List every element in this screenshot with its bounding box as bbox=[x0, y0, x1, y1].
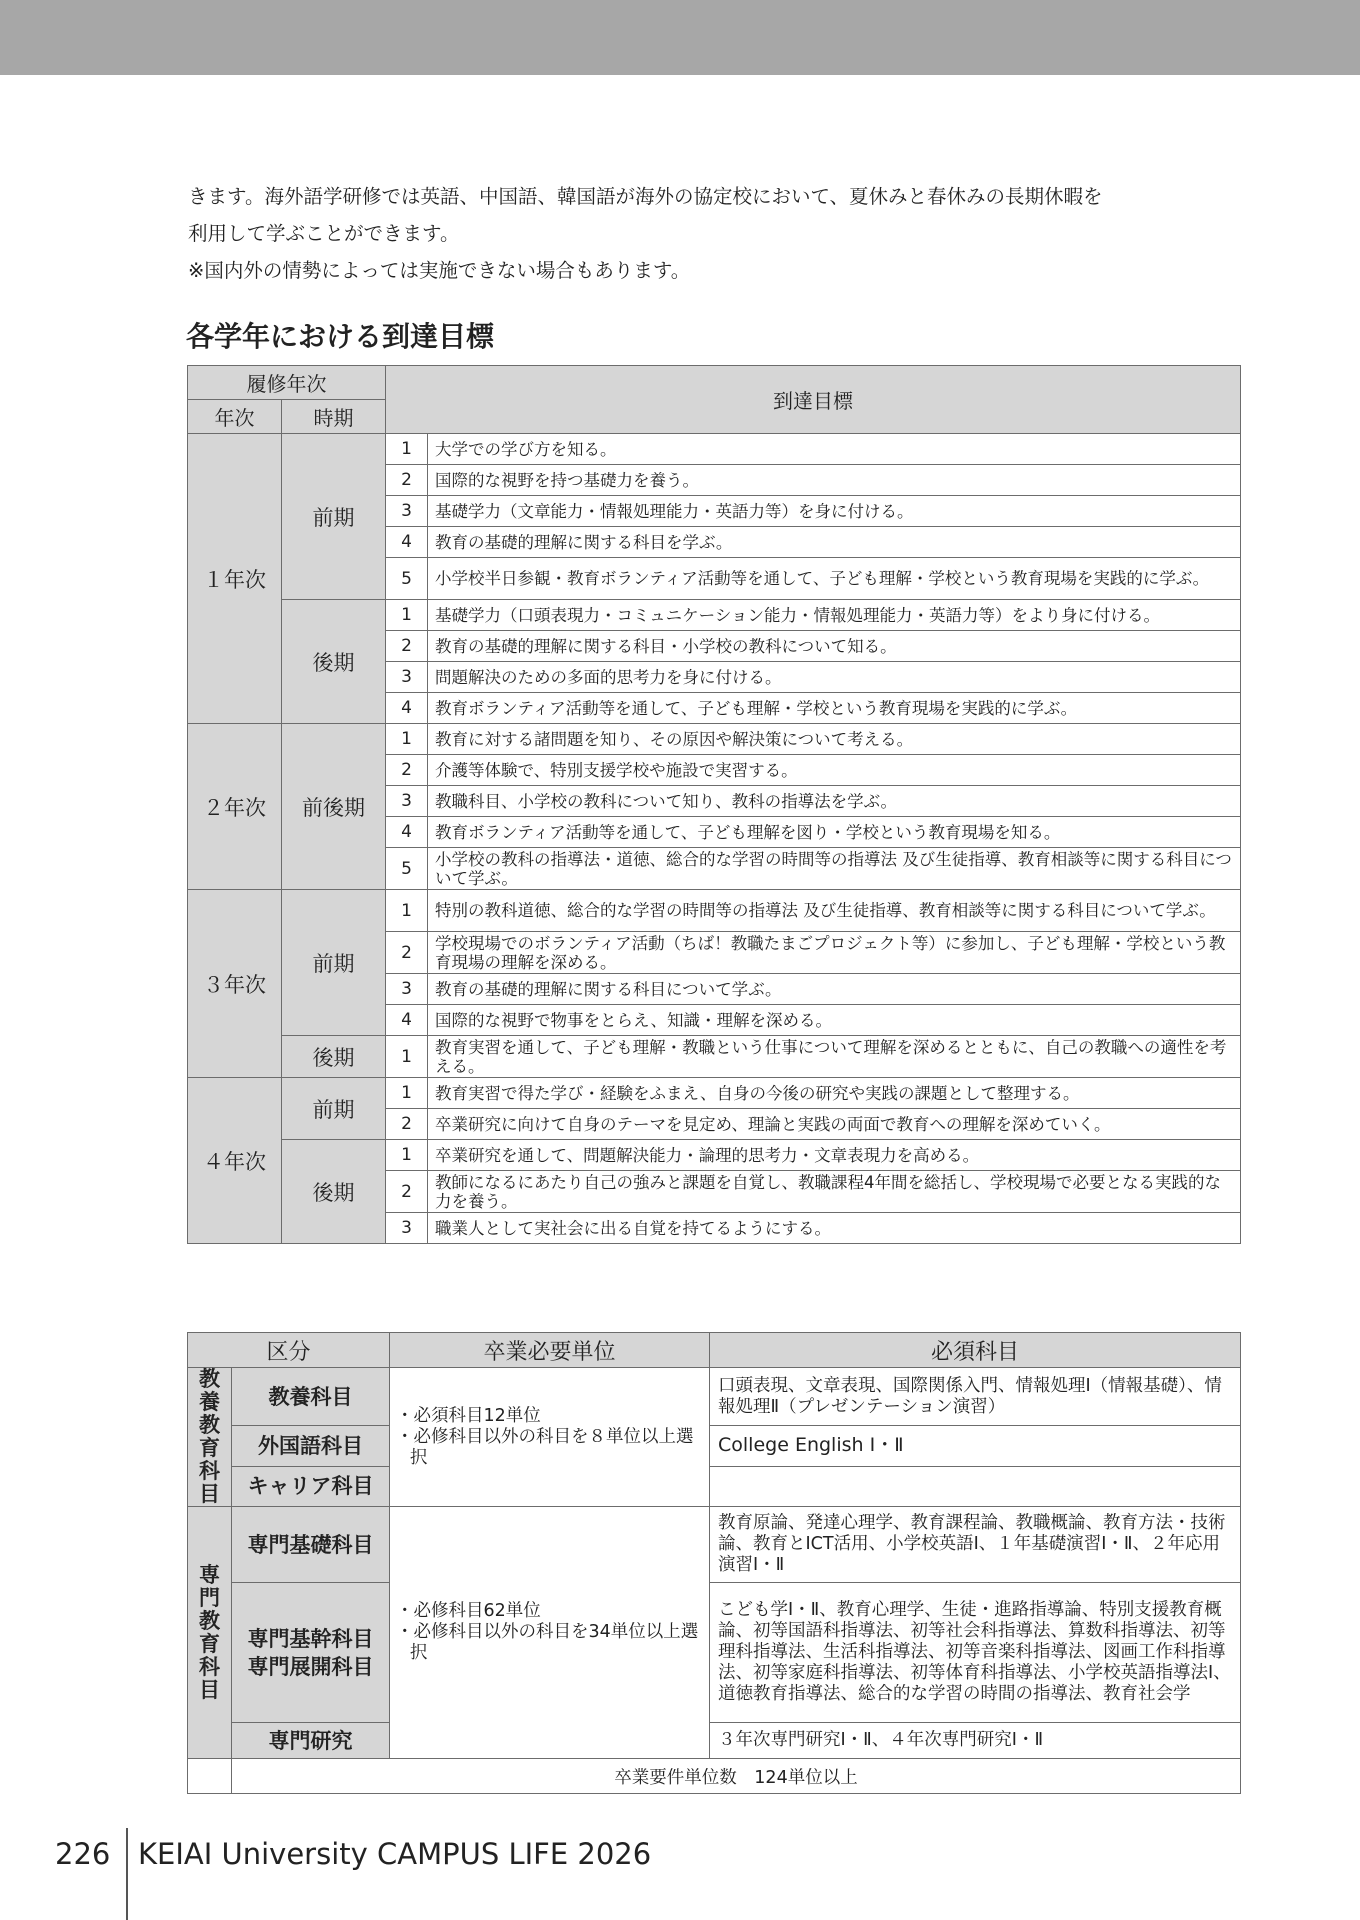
group-specialized-education bbox=[188, 1507, 232, 1759]
year-label: ４年次 bbox=[188, 1078, 282, 1244]
credits-table bbox=[187, 1332, 1241, 1794]
required-kyoyo: 口頭表現、文章表現、国際関係入門、情報処理Ⅰ（情報基礎）、情報処理Ⅱ（プレゼンテーション演習） bbox=[710, 1368, 1241, 1426]
term-label: 後期 bbox=[282, 600, 386, 724]
intro-note: ※国内外の情勢によっては実施できない場合もあります。 bbox=[188, 259, 691, 282]
required-gaikokugo: College English Ⅰ・Ⅱ bbox=[710, 1426, 1241, 1466]
units-line: ・必修科目以外の科目を８単位以上選択 bbox=[396, 1426, 694, 1468]
goal-number: 3 bbox=[386, 662, 428, 693]
goal-row bbox=[188, 600, 1241, 631]
goal-text: 教育の基礎的理解に関する科目を学ぶ。 bbox=[428, 527, 1241, 558]
header-units: 卒業必要単位 bbox=[390, 1333, 710, 1368]
goals-body bbox=[188, 434, 1241, 1244]
category-senmon-kikan-tenkai bbox=[232, 1583, 390, 1723]
required-senmon-kiso: 教育原論、発達心理学、教育課程論、教職概論、教育方法・技術論、教育とICT活用、小学校英語Ⅰ、１年基礎演習Ⅰ・Ⅱ、２年応用演習Ⅰ・Ⅱ bbox=[710, 1507, 1241, 1583]
footer-publication: KEIAI University CAMPUS LIFE 2026 bbox=[138, 1837, 652, 1871]
category-kyoyo: 教養科目 bbox=[232, 1368, 390, 1426]
goal-text: 国際的な視野で物事をとらえ、知識・理解を深める。 bbox=[428, 1005, 1241, 1036]
goal-text: 教育ボランティア活動等を通して、子ども理解・学校という教育現場を実践的に学ぶ。 bbox=[428, 693, 1241, 724]
total-blank-cell bbox=[188, 1759, 232, 1794]
goal-number: 2 bbox=[386, 1171, 428, 1213]
goal-text: 職業人として実社会に出る自覚を持てるようにする。 bbox=[428, 1213, 1241, 1244]
goal-text: 介護等体験で、特別支援学校や施設で実習する。 bbox=[428, 755, 1241, 786]
goal-row bbox=[188, 724, 1241, 755]
goal-number: 1 bbox=[386, 890, 428, 932]
goal-row bbox=[188, 1140, 1241, 1171]
goal-text: 卒業研究に向けて自身のテーマを見定め、理論と実践の両面で教育への理解を深めていく。 bbox=[428, 1109, 1241, 1140]
term-label: 前期 bbox=[282, 434, 386, 600]
top-banner bbox=[0, 0, 1360, 75]
goal-number: 2 bbox=[386, 755, 428, 786]
goal-row bbox=[188, 434, 1241, 465]
goal-text: 基礎学力（口頭表現力・コミュニケーション能力・情報処理能力・英語力等）をより身に付ける。 bbox=[428, 600, 1241, 631]
term-label: 後期 bbox=[282, 1140, 386, 1244]
goal-number: 1 bbox=[386, 724, 428, 755]
goal-text: 国際的な視野を持つ基礎力を養う。 bbox=[428, 465, 1241, 496]
goal-number: 2 bbox=[386, 932, 428, 974]
goal-number: 3 bbox=[386, 974, 428, 1005]
required-senmon-kenkyu: ３年次専門研究Ⅰ・Ⅱ、４年次専門研究Ⅰ・Ⅱ bbox=[710, 1723, 1241, 1759]
goal-number: 5 bbox=[386, 848, 428, 890]
units-general bbox=[390, 1368, 710, 1507]
goal-text: 教育の基礎的理解に関する科目について学ぶ。 bbox=[428, 974, 1241, 1005]
category-senmon-kikan: 専門基幹科目 bbox=[247, 1626, 374, 1651]
category-gaikokugo: 外国語科目 bbox=[232, 1426, 390, 1466]
intro-text bbox=[188, 178, 1238, 289]
term-label: 前後期 bbox=[282, 724, 386, 890]
term-label: 前期 bbox=[282, 890, 386, 1036]
goal-row bbox=[188, 1036, 1241, 1078]
units-line: ・必修科目以外の科目を34単位以上選択 bbox=[396, 1622, 699, 1663]
goal-text: 教育実習を通して、子ども理解・教職という仕事について理解を深めるとともに、自己の教職への適性を考える。 bbox=[428, 1036, 1241, 1078]
intro-line: 利用して学ぶことができます。 bbox=[188, 222, 460, 245]
goal-text: 基礎学力（文章能力・情報処理能力・英語力等）を身に付ける。 bbox=[428, 496, 1241, 527]
goal-text: 教師になるにあたり自己の強みと課題を自覚し、教職課程4年間を総括し、学校現場で必要となる実践的な力を養う。 bbox=[428, 1171, 1241, 1213]
header-year: 年次 bbox=[188, 400, 282, 434]
footer-divider bbox=[126, 1828, 128, 1920]
year-label: １年次 bbox=[188, 434, 282, 724]
intro-line: きます。海外語学研修では英語、中国語、韓国語が海外の協定校において、夏休みと春休みの長期休暇を bbox=[188, 185, 1103, 208]
term-label: 後期 bbox=[282, 1036, 386, 1078]
goal-number: 4 bbox=[386, 527, 428, 558]
goal-number: 2 bbox=[386, 1109, 428, 1140]
goal-number: 4 bbox=[386, 1005, 428, 1036]
goal-number: 1 bbox=[386, 600, 428, 631]
goal-number: 3 bbox=[386, 496, 428, 527]
page-number: 226 bbox=[55, 1837, 111, 1871]
group-label: 教 養 教 育 科 目 bbox=[199, 1367, 220, 1506]
units-specialized bbox=[390, 1507, 710, 1759]
goal-row bbox=[188, 890, 1241, 932]
group-general-education bbox=[188, 1368, 232, 1507]
required-career bbox=[710, 1466, 1241, 1506]
goal-number: 1 bbox=[386, 1036, 428, 1078]
group-label: 専 門 教 育 科 目 bbox=[199, 1562, 220, 1702]
goal-text: 教育実習で得た学び・経験をふまえ、自身の今後の研究や実践の課題として整理する。 bbox=[428, 1078, 1241, 1109]
units-line: ・必修科目62単位 bbox=[396, 1601, 541, 1621]
goal-text: 教育に対する諸問題を知り、その原因や解決策について考える。 bbox=[428, 724, 1241, 755]
header-required: 必須科目 bbox=[710, 1333, 1241, 1368]
goal-number: 3 bbox=[386, 1213, 428, 1244]
goal-text: 教育ボランティア活動等を通して、子ども理解を図り・学校という教育現場を知る。 bbox=[428, 817, 1241, 848]
header-period-group: 履修年次 bbox=[188, 366, 386, 400]
goal-text: 小学校半日参観・教育ボランティア活動等を通して、子ども理解・学校という教育現場を実践的に学ぶ。 bbox=[428, 558, 1241, 600]
goal-number: 3 bbox=[386, 786, 428, 817]
goal-number: 2 bbox=[386, 465, 428, 496]
goal-text: 卒業研究を通して、問題解決能力・論理的思考力・文章表現力を高める。 bbox=[428, 1140, 1241, 1171]
goal-text: 学校現場でのボランティア活動（ちば！教職たまごプロジェクト等）に参加し、子ども理解・学校という教育現場の理解を深める。 bbox=[428, 932, 1241, 974]
goal-number: 1 bbox=[386, 1078, 428, 1109]
year-label: ２年次 bbox=[188, 724, 282, 890]
goal-text: 問題解決のための多面的思考力を身に付ける。 bbox=[428, 662, 1241, 693]
goals-table bbox=[187, 365, 1241, 1244]
goal-text: 教育の基礎的理解に関する科目・小学校の教科について知る。 bbox=[428, 631, 1241, 662]
goal-number: 1 bbox=[386, 434, 428, 465]
category-senmon-kenkyu: 専門研究 bbox=[232, 1723, 390, 1759]
goal-text: 特別の教科道徳、総合的な学習の時間等の指導法 及び生徒指導、教育相談等に関する科目について学ぶ。 bbox=[428, 890, 1241, 932]
category-senmon-tenkai: 専門展開科目 bbox=[247, 1654, 374, 1679]
goal-text: 小学校の教科の指導法・道徳、総合的な学習の時間等の指導法 及び生徒指導、教育相談等に関する科目について学ぶ。 bbox=[428, 848, 1241, 890]
year-label: ３年次 bbox=[188, 890, 282, 1078]
goal-number: 1 bbox=[386, 1140, 428, 1171]
goal-number: 5 bbox=[386, 558, 428, 600]
units-line: ・必須科目12単位 bbox=[396, 1405, 541, 1426]
category-career: キャリア科目 bbox=[232, 1466, 390, 1506]
header-category: 区分 bbox=[188, 1333, 390, 1368]
goal-number: 2 bbox=[386, 631, 428, 662]
goal-text: 教職科目、小学校の教科について知り、教科の指導法を学ぶ。 bbox=[428, 786, 1241, 817]
goal-number: 4 bbox=[386, 693, 428, 724]
goal-row bbox=[188, 1078, 1241, 1109]
term-label: 前期 bbox=[282, 1078, 386, 1140]
goal-number: 4 bbox=[386, 817, 428, 848]
category-senmon-kiso: 専門基礎科目 bbox=[232, 1507, 390, 1583]
goal-text: 大学での学び方を知る。 bbox=[428, 434, 1241, 465]
required-senmon-kikan: こども学Ⅰ・Ⅱ、教育心理学、生徒・進路指導論、特別支援教育概論、初等国語科指導法、初等社会科指導法、算数科指導法、初等理科指導法、生活科指導法、初等音楽科指導法、図画工作科指導法、初等家庭科指導法、初等体育科指導法、小学校英語指導法Ⅰ、道徳教育指導法、総合的な学習の時間の指導法、教育社会学 bbox=[710, 1583, 1241, 1723]
header-term: 時期 bbox=[282, 400, 386, 434]
total-units: 卒業要件単位数 124単位以上 bbox=[232, 1759, 1241, 1794]
header-goal: 到達目標 bbox=[386, 366, 1241, 434]
section-heading: 各学年における到達目標 bbox=[186, 320, 495, 353]
